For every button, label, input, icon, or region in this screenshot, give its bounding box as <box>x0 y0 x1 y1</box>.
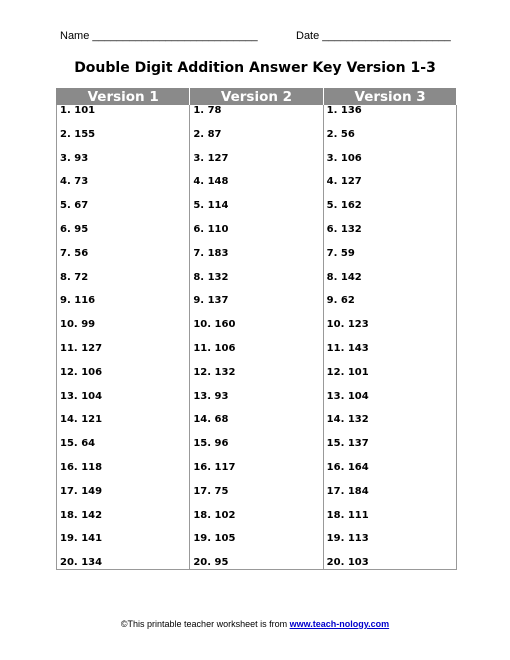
table-header-row <box>57 88 457 105</box>
answer-cell-version-2: 8. 132 <box>190 272 323 296</box>
answer-cell-version-2: 11. 106 <box>190 343 323 367</box>
answer-cell-version-3: 18. 111 <box>323 510 456 534</box>
table-row <box>57 224 457 248</box>
table-row <box>57 414 457 438</box>
answer-cell-version-1: 9. 116 <box>57 295 190 319</box>
answer-cell-version-2: 3. 127 <box>190 153 323 177</box>
answer-cell-version-1: 5. 67 <box>57 200 190 224</box>
table-row <box>57 486 457 510</box>
footer-text: ©This printable teacher worksheet is from <box>120 619 290 629</box>
table-row <box>57 248 457 272</box>
answer-cell-version-1: 4. 73 <box>57 176 190 200</box>
answer-cell-version-3: 6. 132 <box>323 224 456 248</box>
answer-cell-version-2: 7. 183 <box>190 248 323 272</box>
answer-cell-version-3: 14. 132 <box>323 414 456 438</box>
answer-cell-version-2: 2. 87 <box>190 129 323 153</box>
table-row <box>57 510 457 534</box>
answer-cell-version-2: 15. 96 <box>190 438 323 462</box>
column-header-version-1: Version 1 <box>57 88 190 105</box>
answer-cell-version-2: 1. 78 <box>190 105 323 129</box>
answer-cell-version-1: 18. 142 <box>57 510 190 534</box>
table-row <box>57 557 457 570</box>
answer-cell-version-2: 12. 132 <box>190 367 323 391</box>
table-row <box>57 533 457 557</box>
answer-cell-version-1: 12. 106 <box>57 367 190 391</box>
answer-cell-version-1: 11. 127 <box>57 343 190 367</box>
answer-cell-version-3: 13. 104 <box>323 391 456 415</box>
table-row <box>57 367 457 391</box>
answer-cell-version-1: 19. 141 <box>57 533 190 557</box>
table-row <box>57 176 457 200</box>
answer-cell-version-3: 16. 164 <box>323 462 456 486</box>
answer-cell-version-2: 16. 117 <box>190 462 323 486</box>
answer-cell-version-2: 20. 95 <box>190 557 323 570</box>
header-line <box>0 30 510 46</box>
answer-cell-version-1: 2. 155 <box>57 129 190 153</box>
answer-cell-version-1: 8. 72 <box>57 272 190 296</box>
table-row <box>57 391 457 415</box>
table-row <box>57 129 457 153</box>
answer-cell-version-3: 11. 143 <box>323 343 456 367</box>
answer-cell-version-2: 4. 148 <box>190 176 323 200</box>
answer-cell-version-3: 12. 101 <box>323 367 456 391</box>
answer-cell-version-1: 3. 93 <box>57 153 190 177</box>
table-row <box>57 319 457 343</box>
answer-cell-version-2: 13. 93 <box>190 391 323 415</box>
answer-cell-version-2: 10. 160 <box>190 319 323 343</box>
answer-cell-version-3: 7. 59 <box>323 248 456 272</box>
answer-cell-version-3: 1. 136 <box>323 105 456 129</box>
answer-cell-version-2: 14. 68 <box>190 414 323 438</box>
table-row <box>57 153 457 177</box>
answer-cell-version-3: 15. 137 <box>323 438 456 462</box>
name-field-label: Name ___________________________ <box>60 30 258 42</box>
table-row <box>57 295 457 319</box>
answer-cell-version-1: 6. 95 <box>57 224 190 248</box>
answer-cell-version-1: 13. 104 <box>57 391 190 415</box>
answer-cell-version-2: 19. 105 <box>190 533 323 557</box>
column-header-version-2: Version 2 <box>190 88 323 105</box>
page-title: Double Digit Addition Answer Key Version 1-3 <box>74 60 436 76</box>
answer-cell-version-1: 7. 56 <box>57 248 190 272</box>
answer-cell-version-2: 5. 114 <box>190 200 323 224</box>
answer-cell-version-3: 9. 62 <box>323 295 456 319</box>
table-row <box>57 272 457 296</box>
answer-cell-version-3: 2. 56 <box>323 129 456 153</box>
answer-cell-version-3: 17. 184 <box>323 486 456 510</box>
column-header-version-3: Version 3 <box>323 88 456 105</box>
table-row <box>57 200 457 224</box>
answer-cell-version-3: 5. 162 <box>323 200 456 224</box>
answer-cell-version-3: 19. 113 <box>323 533 456 557</box>
table-row <box>57 462 457 486</box>
answer-cell-version-2: 17. 75 <box>190 486 323 510</box>
answer-cell-version-3: 10. 123 <box>323 319 456 343</box>
answer-cell-version-1: 16. 118 <box>57 462 190 486</box>
answer-cell-version-1: 17. 149 <box>57 486 190 510</box>
answer-cell-version-2: 9. 137 <box>190 295 323 319</box>
answer-cell-version-1: 14. 121 <box>57 414 190 438</box>
answer-cell-version-1: 20. 134 <box>57 557 190 570</box>
answer-cell-version-2: 18. 102 <box>190 510 323 534</box>
answer-cell-version-1: 1. 101 <box>57 105 190 129</box>
table-row <box>57 343 457 367</box>
footer-link[interactable]: www.teach-nology.com <box>289 619 390 629</box>
footer <box>0 619 510 629</box>
table-row <box>57 438 457 462</box>
answer-cell-version-3: 8. 142 <box>323 272 456 296</box>
table-row <box>57 105 457 129</box>
answer-cell-version-1: 15. 64 <box>57 438 190 462</box>
answer-cell-version-3: 4. 127 <box>323 176 456 200</box>
answer-cell-version-3: 20. 103 <box>323 557 456 570</box>
date-field-label: Date _____________________ <box>296 30 451 42</box>
answer-cell-version-1: 10. 99 <box>57 319 190 343</box>
answer-table-body <box>57 105 457 570</box>
answer-cell-version-3: 3. 106 <box>323 153 456 177</box>
answer-key-table <box>56 88 457 570</box>
answer-cell-version-2: 6. 110 <box>190 224 323 248</box>
